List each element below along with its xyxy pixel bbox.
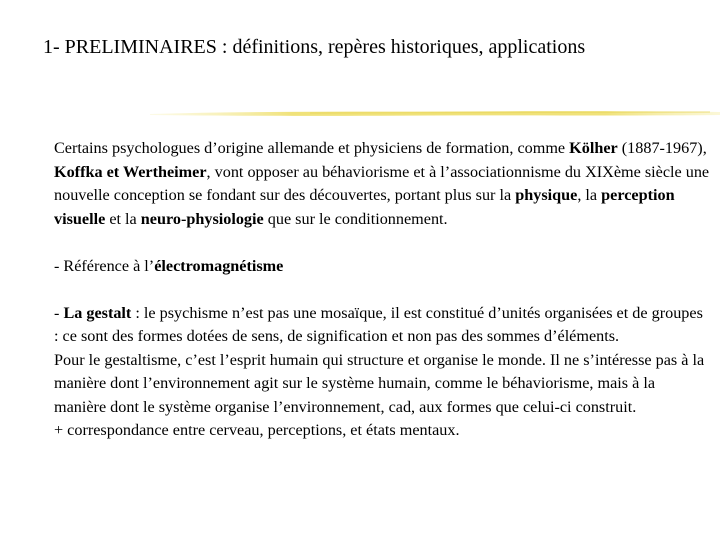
slide-title: 1- PRELIMINAIRES : définitions, repères historiques, applications [43,36,586,58]
text-segment: et la [105,209,141,228]
paragraph-correspondence: + correspondance entre cerveau, perceptions, et états mentaux. [54,421,460,439]
text-segment: , la [577,186,602,204]
text-segment: que sur le conditionnement. [263,209,448,228]
text-segment: , vont opposer au béhaviorisme et à l’associationnisme du XIXème siècle une nouvelle conception se fondant sur des découvertes, portant plus sur la [54,162,710,204]
bold-term: La gestalt [63,303,132,322]
text-segment: (1887-1967), [617,139,707,157]
paragraph-gestalt-definition [54,302,710,349]
bold-term: perception visuelle [54,186,675,228]
slide-content [54,137,710,443]
bold-term: physique [515,186,578,204]
text-segment: Certains psychologues d’origine allemande et physiciens de formation, comme [54,139,570,157]
paragraph-gestalt-intro [54,137,710,231]
spacer [54,231,710,255]
paragraph-gestaltism: Pour le gestaltisme, c’est l’esprit humain qui structure et organise le monde. Il ne s’intéresse pas à la manière dont l’environnement agit sur le système humain, comme le béhaviorisme, mais à la manière dont le système organise l’environnement, cad, aux formes que celui-ci construit. [54,350,705,416]
text-segment: - [54,303,64,322]
text-segment: : le psychisme n’est pas une mosaïque, il est constitué d’unités organisées et de groupes : ce sont des formes dotées de sens, de signification et non pas des sommes d’éléments. [54,303,703,345]
bold-term: Koffka et Wertheimer [54,162,207,181]
bold-term: Kölher [569,139,618,157]
spacer [54,278,710,302]
text-segment: - Référence à l’ [54,256,155,275]
bold-term: neuro-physiologie [140,209,264,228]
bold-term: électromagnétisme [154,256,284,275]
title-divider [150,108,720,118]
paragraph-electromagnetism [54,255,710,279]
